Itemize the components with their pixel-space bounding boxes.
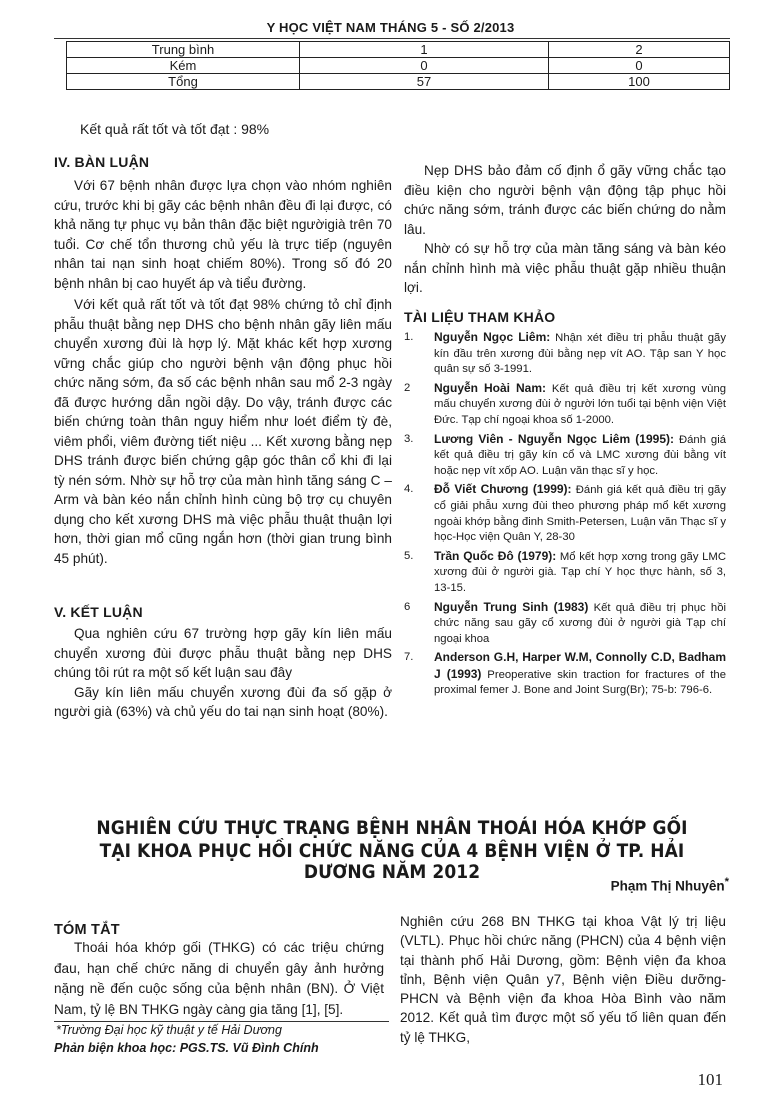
- table-cell: Trung bình: [67, 42, 300, 58]
- paragraph: Nhờ có sự hỗ trợ của màn tăng sáng và bàn kéo nắn chỉnh hình mà việc phẫu thuật gặp nhiều thuận lợi.: [404, 241, 726, 295]
- results-table: [66, 41, 730, 90]
- table-note: Kết quả rất tốt và tốt đạt : 98%: [80, 121, 270, 137]
- paragraph: Với kết quả rất tốt và tốt đạt 98% chứng tỏ chỉ định phẫu thuật bằng nẹp DHS cho bệnh nhân gãy liên mấu chuyển xương đùi là hợp lý. Mặt khác kết hợp xương vững chắc giúp cho người bệnh vận động phục hồi chức năng sớm, đa số các bệnh nhân sau mổ 2-3 ngày đã được hướng dẫn ngồi dậy. Do vậy, tránh được các biến chứng toàn thân nguy hiểm như loét điểm tỳ đè, viêm phổi, viêm đường tiết niệu ... Kết xương bằng nẹp DHS tránh được biến chứng gập góc thân cổ khi đi lại tỳ nén sớm. Nhờ sự hỗ trợ của màn hình tăng sáng C – Arm và bàn kéo nắn chỉnh hình cùng bộ trợ cụ chuyên dụng cho kết xương DHS mà việc phẫu thuật thuận lợi hơn, thời gian mổ cũng ngắn hơn (thời gian trung bình 45 phút).: [54, 297, 392, 566]
- reference-author: Đỗ Viết Chương (1999):: [434, 482, 572, 497]
- table-cell: 1: [300, 42, 549, 58]
- reference-author: Nguyễn Trung Sinh (1983): [434, 599, 589, 614]
- abstract-left-column: [54, 938, 384, 1020]
- table-cell: 2: [549, 42, 730, 58]
- table-row: [67, 42, 730, 58]
- reference-item: [404, 549, 726, 597]
- paragraph: Thoái hóa khớp gối (THKG) có các triệu chứng đau, hạn chế chức năng di chuyển gây ảnh hưởng nặng nề đến cuộc sống của bệnh nhân (BN). Ở Việt Nam, tỷ lệ BN THKG ngày càng gia tăng [1], [5].: [54, 940, 384, 1017]
- reference-text: Kết quả điều trị kết xương vùng mấu chuyển xương đùi ở người lớn tuổi tại bệnh viện Việt Đức. Tạp chí ngoại khoa số 1-2000.: [434, 382, 727, 426]
- paragraph: Nẹp DHS bảo đảm cố định ổ gãy vững chắc tạo điều kiện cho người bệnh vận động tập phục hồi chức năng sớm, tránh được các biến chứng do nằm lâu.: [404, 163, 726, 237]
- paragraph: Gãy kín liên mấu chuyển xương đùi đa số gặp ở người già (63%) và chủ yếu do tai nạn sinh hoạt (80%).: [54, 684, 392, 719]
- table-cell: 0: [549, 58, 730, 74]
- article-title-line1: NGHIÊN CỨU THỰC TRẠNG BỆNH NHÂN THOÁI HÓA KHỚP GỐI: [96, 818, 688, 839]
- reference-text: Preoperative skin traction for fractures of the proximal femer J. Bone and Joint Surg(Br); 75-b: 796-6.: [434, 668, 726, 697]
- reference-item: [404, 600, 726, 648]
- journal-header: Y HỌC VIỆT NAM THÁNG 5 - SỐ 2/2013: [266, 20, 515, 35]
- reference-author: Anderson G.H, Harper W.M, Connolly C.D, Badham J (1993): [434, 650, 726, 681]
- footnote-rule: [54, 1021, 389, 1022]
- reference-number: 3.: [404, 432, 414, 445]
- table-cell: Tổng: [67, 74, 300, 90]
- paragraph: Với 67 bệnh nhân được lựa chọn vào nhóm nghiên cứu, trước khi bị gãy các bệnh nhân đều đi lại được, có khả năng tự phục vụ bản thân đặc biệt ngườigià trên 70 tuổi. Cơ chế tổn thương chủ yếu là trực tiếp (nguyên nhân tai nạn sinh hoạt chiếm 80%). Trong số đó 20 bệnh nhân bị cao huyết áp và tiểu đường.: [54, 178, 392, 291]
- reference-author: Nguyễn Hoài Nam:: [434, 380, 547, 395]
- footnote-reviewer: Phản biện khoa học: PGS.TS. Vũ Đình Chính: [54, 1041, 319, 1055]
- paragraph: Qua nghiên cứu 67 trường hợp gãy kín liên mấu chuyển xương đùi được phẫu thuật bằng nẹp DHS chúng tôi rút ra một số kết luận sau đây: [54, 626, 392, 680]
- reference-number: 1.: [404, 331, 414, 343]
- table-cell: 57: [300, 74, 549, 90]
- author-name: Phạm Thị Nhuyên: [610, 878, 725, 894]
- reference-item: [404, 482, 726, 545]
- table-row: [67, 58, 730, 74]
- author-footnote-mark: *: [724, 876, 729, 888]
- discussion-left-column: [54, 176, 392, 568]
- abstract-heading: TÓM TẮT: [54, 922, 120, 938]
- abstract-right-column: [400, 912, 726, 1047]
- page-number: 101: [697, 1070, 723, 1089]
- reference-text: Đánh giá kết quả điều trị gãy kín cổ và LMC xương đùi bằng vít hoặc nẹp vít xốp AO. Luận văn thạc sĩ y học.: [434, 433, 727, 477]
- table-cell: 0: [300, 58, 549, 74]
- conclusion-column: [54, 624, 392, 722]
- article-author: [611, 876, 729, 894]
- reference-text: Kết quả điều trị phục hồi chức năng sau gãy cổ xương đùi ở người già Tạp chí ngoại khoa: [434, 601, 726, 645]
- reference-item: [404, 650, 726, 699]
- reference-author: Trần Quốc Đô (1979):: [434, 548, 557, 563]
- reference-text: Nhận xét điều trị phẫu thuật gãy kín đầu trên xương đùi bằng nẹp vít AO. Tập san Y học quân sự số 3-1991.: [434, 332, 726, 376]
- discussion-right-column: [404, 161, 726, 298]
- conclusion-heading: V. KẾT LUẬN: [54, 604, 143, 620]
- reference-item: [404, 432, 726, 480]
- reference-number: 4.: [404, 483, 414, 496]
- discussion-heading: IV. BÀN LUẬN: [54, 154, 150, 170]
- reference-text: Đánh giá kết quả điều trị gãy cổ giải phẫu xưng đùi theo phương pháp mổ kết xương ngoài khớp bằng đinh Smith-Petersen, Luận văn Thạc sĩ y học-Học viện Quân Y, 28-30: [434, 484, 726, 544]
- reference-author: Nguyễn Ngọc Liêm:: [434, 330, 551, 344]
- references-list: [404, 330, 726, 702]
- reference-author: Lương Viên - Nguyễn Ngọc Liêm (1995):: [434, 431, 674, 446]
- reference-number: 6: [404, 600, 411, 613]
- reference-item: [404, 381, 726, 429]
- references-heading: TÀI LIỆU THAM KHẢO: [404, 309, 556, 325]
- reference-number: 5.: [404, 549, 414, 562]
- reference-item: [404, 330, 726, 378]
- footnote-affiliation: *Trường Đại học kỹ thuật y tế Hải Dương: [56, 1023, 282, 1037]
- table-row: [67, 74, 730, 90]
- table-cell: Kém: [67, 58, 300, 74]
- article-title-line2: TẠI KHOA PHỤC HỒI CHỨC NĂNG CỦA 4 BỆNH VIỆN Ở TP. HẢI DƯƠNG NĂM 2012: [99, 841, 685, 883]
- header-rule: [54, 38, 730, 39]
- reference-number: 7.: [404, 651, 414, 664]
- table-cell: 100: [549, 74, 730, 90]
- reference-number: 2: [404, 381, 411, 394]
- reference-text: Mổ kết hợp xơng trong gãy LMC xương đùi ở người già. Tạp chí Y học thực hành, số 3, 13-15.: [434, 550, 726, 594]
- paragraph: Nghiên cứu 268 BN THKG tại khoa Vật lý trị liệu (VLTL). Phục hồi chức năng (PHCN) của 4 bệnh viện tại thành phố Hải Dương, gồm: Bệnh viện đa khoa tỉnh, Bệnh viện Quân y7, Bệnh viện Điều dưỡng- PHCN và Bệnh viện đa khoa Hòa Bình vào năm 2012. Kết quả tìm được một số yếu tố liên quan đến tỷ lệ THKG,: [400, 914, 726, 1045]
